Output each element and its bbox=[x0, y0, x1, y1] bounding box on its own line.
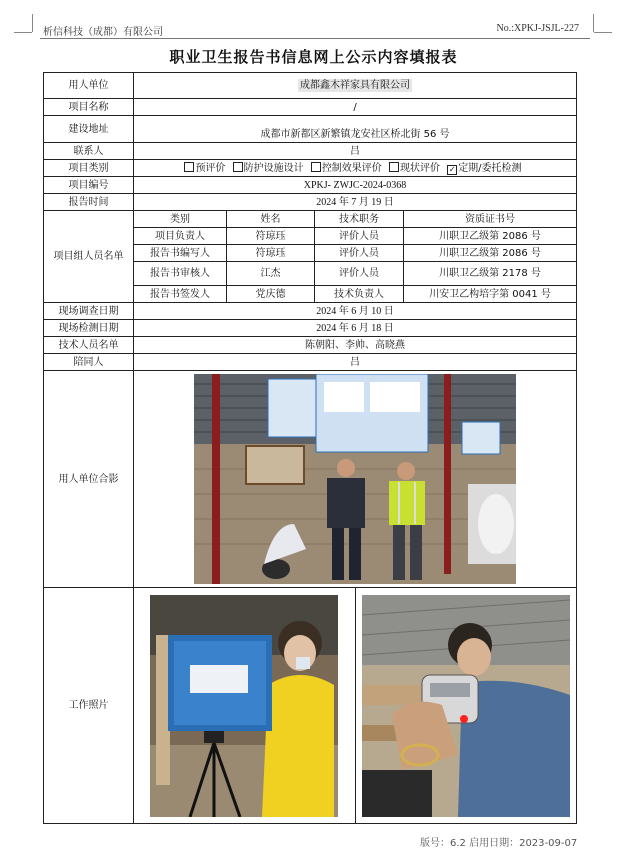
work-photos-label: 工作照片 bbox=[44, 588, 134, 824]
work-photo-dust-sampler bbox=[362, 595, 570, 817]
report-time-value: 2024 年 7 月 19 日 bbox=[134, 194, 577, 211]
tech-staff-value: 陈朝阳、李帅、高晓燕 bbox=[134, 337, 577, 354]
escort-value: 吕 bbox=[134, 354, 577, 371]
team-col-title: 技术职务 bbox=[315, 211, 404, 228]
member-cert: 川职卫乙级第 2086 号 bbox=[404, 228, 577, 245]
checkbox-icon[interactable] bbox=[389, 162, 399, 172]
project-name-value: / bbox=[134, 99, 577, 116]
member-name: 江杰 bbox=[227, 262, 315, 286]
test-date-value: 2024 年 6 月 18 日 bbox=[134, 320, 577, 337]
survey-date-label: 现场调查日期 bbox=[44, 303, 134, 320]
employer-value: 成都鑫木祥家具有限公司 bbox=[300, 80, 410, 91]
row-escort bbox=[44, 354, 577, 371]
team-col-name: 姓名 bbox=[227, 211, 315, 228]
category-label: 项目类别 bbox=[44, 160, 134, 177]
category-options bbox=[134, 160, 577, 177]
row-survey-date bbox=[44, 303, 577, 320]
member-title: 评价人员 bbox=[315, 262, 404, 286]
member-name: 符琼珏 bbox=[227, 245, 315, 262]
option-status-evaluation[interactable]: 现状评价 bbox=[389, 163, 440, 174]
row-tech-staff bbox=[44, 337, 577, 354]
member-name: 党庆德 bbox=[227, 286, 315, 303]
row-report-time bbox=[44, 194, 577, 211]
tech-staff-label: 技术人员名单 bbox=[44, 337, 134, 354]
row-address bbox=[44, 116, 577, 143]
project-no-value: XPKJ- ZWJC-2024-0368 bbox=[134, 177, 577, 194]
group-photo bbox=[194, 374, 516, 584]
checkbox-icon[interactable] bbox=[184, 162, 194, 172]
report-time-label: 报告时间 bbox=[44, 194, 134, 211]
group-photo-label: 用人单位合影 bbox=[44, 371, 134, 588]
header-divider bbox=[40, 38, 590, 39]
option-control-effect[interactable]: 控制效果评价 bbox=[311, 163, 382, 174]
contact-label: 联系人 bbox=[44, 143, 134, 160]
member-cert: 川职卫乙级第 2086 号 bbox=[404, 245, 577, 262]
crop-mark bbox=[14, 32, 32, 33]
crop-mark bbox=[594, 32, 612, 33]
survey-date-value: 2024 年 6 月 10 日 bbox=[134, 303, 577, 320]
member-title: 评价人员 bbox=[315, 245, 404, 262]
option-periodic-testing[interactable]: ✓ 定期/委托检测 bbox=[448, 162, 522, 174]
row-project-name bbox=[44, 99, 577, 116]
row-test-date bbox=[44, 320, 577, 337]
contact-value: 吕 bbox=[134, 143, 577, 160]
row-employer bbox=[44, 73, 577, 99]
company-header: 析信科技（成都）有限公司 bbox=[43, 27, 163, 38]
member-name: 符琼珏 bbox=[227, 228, 315, 245]
escort-label: 陪同人 bbox=[44, 354, 134, 371]
work-photo-dust-sampler-image bbox=[362, 595, 570, 817]
work-photos-grid bbox=[134, 588, 576, 823]
checkbox-icon[interactable] bbox=[311, 162, 321, 172]
disclosure-form-table bbox=[43, 72, 577, 824]
row-work-photos bbox=[44, 588, 577, 824]
form-title: 职业卫生报告书信息网上公示内容填报表 bbox=[169, 48, 458, 66]
document-number: No.:XPKJ-JSJL-227 bbox=[496, 23, 579, 34]
member-title: 评价人员 bbox=[315, 228, 404, 245]
test-date-label: 现场检测日期 bbox=[44, 320, 134, 337]
option-pre-evaluation[interactable]: 预评价 bbox=[184, 163, 225, 174]
member-role: 报告书编写人 bbox=[134, 245, 227, 262]
project-name-label: 项目名称 bbox=[44, 99, 134, 116]
row-contact bbox=[44, 143, 577, 160]
member-cert: 川安卫乙构培字第 0041 号 bbox=[404, 286, 577, 303]
member-title: 技术负责人 bbox=[315, 286, 404, 303]
team-header-row bbox=[44, 211, 577, 228]
member-role: 报告书签发人 bbox=[134, 286, 227, 303]
member-role: 项目负责人 bbox=[134, 228, 227, 245]
row-group-photo bbox=[44, 371, 577, 588]
checkbox-checked-icon[interactable]: ✓ bbox=[448, 164, 456, 174]
footer-version: 版号：6.2 启用日期：2023-09-07 bbox=[420, 838, 578, 849]
group-photo-image bbox=[194, 374, 516, 584]
crop-mark bbox=[593, 14, 594, 32]
team-col-cert: 资质证书号 bbox=[404, 211, 577, 228]
member-role: 报告书审核人 bbox=[134, 262, 227, 286]
checkbox-icon[interactable] bbox=[233, 162, 243, 172]
employer-label: 用人单位 bbox=[44, 73, 134, 99]
address-value: 成都市新都区新繁镇龙安社区桥北街 56 号 bbox=[134, 116, 577, 143]
team-col-role: 类别 bbox=[134, 211, 227, 228]
work-photo-noise-meter bbox=[150, 595, 338, 817]
option-protection-design[interactable]: 防护设施设计 bbox=[233, 163, 304, 174]
member-cert: 川职卫乙级第 2178 号 bbox=[404, 262, 577, 286]
team-label: 项目组人员名单 bbox=[44, 211, 134, 303]
work-photo-noise-meter-image bbox=[150, 595, 338, 817]
crop-mark bbox=[32, 14, 33, 32]
row-project-no bbox=[44, 177, 577, 194]
address-label: 建设地址 bbox=[44, 116, 134, 143]
row-category bbox=[44, 160, 577, 177]
project-no-label: 项目编号 bbox=[44, 177, 134, 194]
